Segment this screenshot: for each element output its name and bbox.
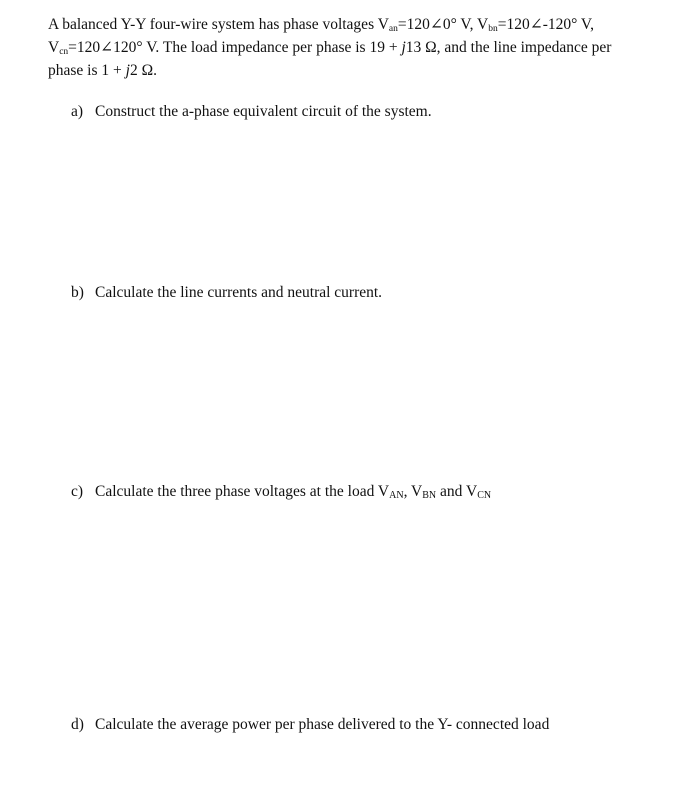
problem-line-1 — [48, 13, 668, 36]
subscript-CN: CN — [477, 490, 492, 501]
question-text: , V — [403, 483, 423, 500]
problem-text: 13 Ω, and the line impedance per — [405, 39, 612, 56]
problem-text: A balanced Y-Y four-wire system has phase voltages V — [48, 16, 389, 33]
problem-line-2 — [48, 36, 668, 59]
question-letter: c) — [71, 483, 84, 500]
problem-statement — [48, 13, 668, 82]
subscript-BN: BN — [422, 490, 437, 501]
imaginary-unit: j — [125, 62, 130, 79]
subscript-bn: bn — [488, 24, 498, 34]
imaginary-unit: j — [401, 39, 406, 56]
problem-line-3 — [48, 59, 668, 82]
question-letter: b) — [71, 284, 84, 301]
question-d — [71, 715, 549, 735]
question-text: and V — [436, 483, 478, 500]
question-letter: d) — [71, 716, 84, 733]
subscript-AN: AN — [389, 490, 404, 501]
problem-text: 2 Ω. — [129, 62, 157, 79]
question-text: Calculate the three phase voltages at the load V — [95, 483, 390, 500]
problem-text: =120∠120° V. The load impedance per phase is 19 + — [68, 39, 402, 56]
question-text: Calculate the average power per phase delivered to the Y- connected load — [95, 716, 550, 733]
question-a — [71, 102, 432, 122]
question-b — [71, 283, 382, 303]
subscript-an: an — [388, 24, 398, 34]
question-text: Construct the a-phase equivalent circuit of the system. — [95, 103, 432, 120]
question-text: Calculate the line currents and neutral current. — [95, 284, 383, 301]
subscript-cn: cn — [59, 47, 69, 57]
question-letter: a) — [71, 103, 84, 120]
problem-text: =120∠0° V, V — [397, 16, 489, 33]
problem-text: =120∠-120° V, — [497, 16, 595, 33]
problem-text: V — [48, 39, 60, 56]
question-c — [71, 482, 491, 502]
problem-text: phase is 1 + — [48, 62, 126, 79]
